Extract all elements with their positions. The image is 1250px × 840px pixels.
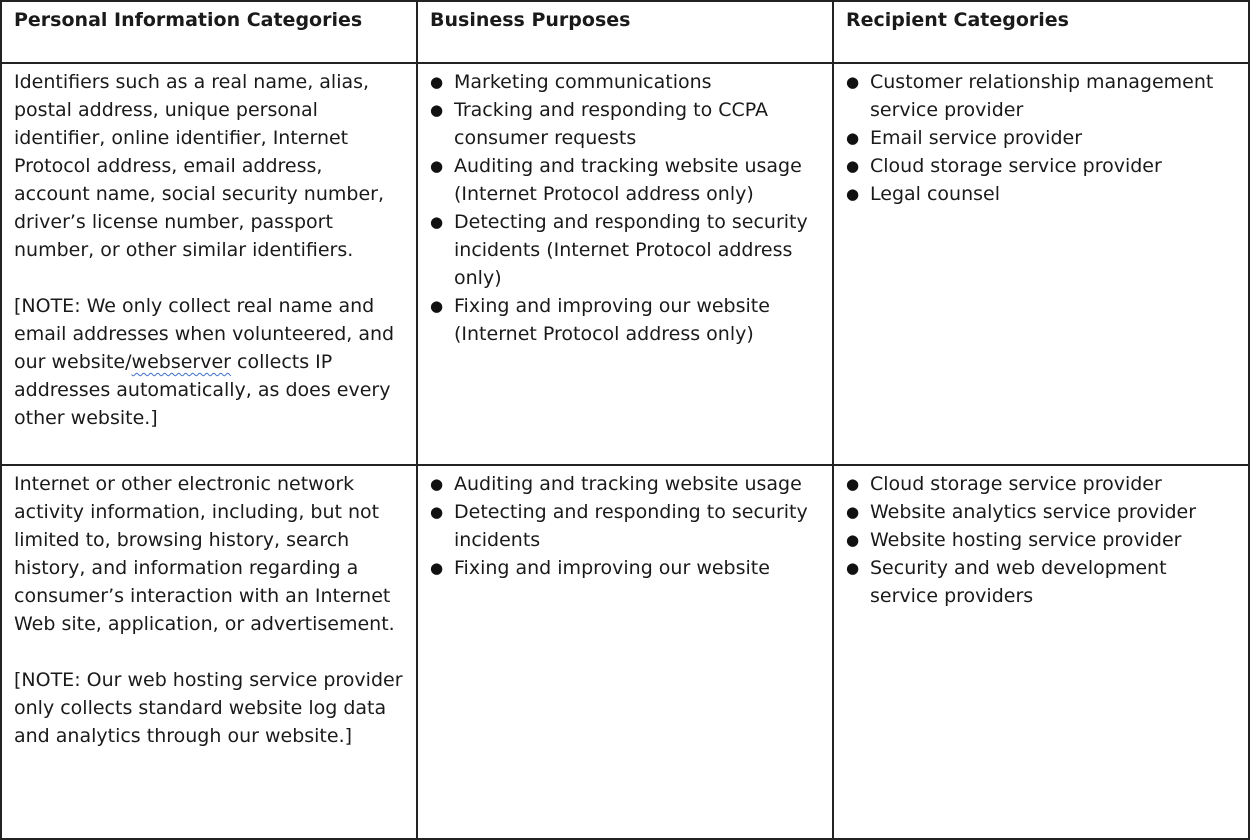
header-recipient-categories: Recipient Categories (833, 1, 1249, 63)
header-business-purposes: Business Purposes (417, 1, 833, 63)
category-cell (1, 465, 417, 839)
list-item: ● Website analytics service provider (846, 498, 1236, 526)
category-description: Identifiers such as a real name, alias, postal address, unique personal identifier, online identifier, Internet Protocol address, email address, account name, social security number, driver’s license number, passport number, or other similar identifiers. (14, 71, 384, 261)
note-text: [NOTE: We only collect real name and email addresses when volunteered, and our website/ (14, 295, 395, 373)
list-item: ● Fixing and improving our website (Internet Protocol address only) (430, 292, 820, 348)
table-header-row (1, 1, 1249, 63)
category-description: Internet or other electronic network activity information, including, but not limited to, browsing history, search history, and information regarding a consumer’s interaction with an Internet Web site, application, or advertisement. (14, 473, 395, 635)
list-item: ● Marketing communications (430, 68, 820, 96)
list-item: ● Detecting and responding to security incidents (430, 498, 820, 554)
purposes-list (430, 68, 820, 348)
list-item: ● Legal counsel (846, 180, 1236, 208)
category-note (14, 292, 404, 432)
spellcheck-flagged-word[interactable]: webserver (131, 351, 231, 373)
header-personal-information-categories: Personal Information Categories (1, 1, 417, 63)
recipients-cell (833, 465, 1249, 839)
recipients-list (846, 470, 1236, 610)
recipients-list (846, 68, 1236, 208)
table-row (1, 63, 1249, 465)
recipients-cell (833, 63, 1249, 465)
list-item: ● Website hosting service provider (846, 526, 1236, 554)
list-item: ● Detecting and responding to security incidents (Internet Protocol address only) (430, 208, 820, 292)
category-note: [NOTE: Our web hosting service provider only collects standard website log data and analytics through our website.] (14, 669, 403, 747)
purposes-cell (417, 465, 833, 839)
list-item: ● Auditing and tracking website usage (430, 470, 820, 498)
list-item: ● Cloud storage service provider (846, 470, 1236, 498)
list-item: ● Email service provider (846, 124, 1236, 152)
table-row (1, 465, 1249, 839)
list-item: ● Fixing and improving our website (430, 554, 820, 582)
purposes-list (430, 470, 820, 582)
list-item: ● Security and web development service providers (846, 554, 1236, 610)
list-item: ● Tracking and responding to CCPA consumer requests (430, 96, 820, 152)
purposes-cell (417, 63, 833, 465)
list-item: ● Customer relationship management service provider (846, 68, 1236, 124)
list-item: ● Cloud storage service provider (846, 152, 1236, 180)
category-cell (1, 63, 417, 465)
note-text: collects IP addresses automatically, as does every other website.] (14, 351, 391, 429)
list-item: ● Auditing and tracking website usage (Internet Protocol address only) (430, 152, 820, 208)
